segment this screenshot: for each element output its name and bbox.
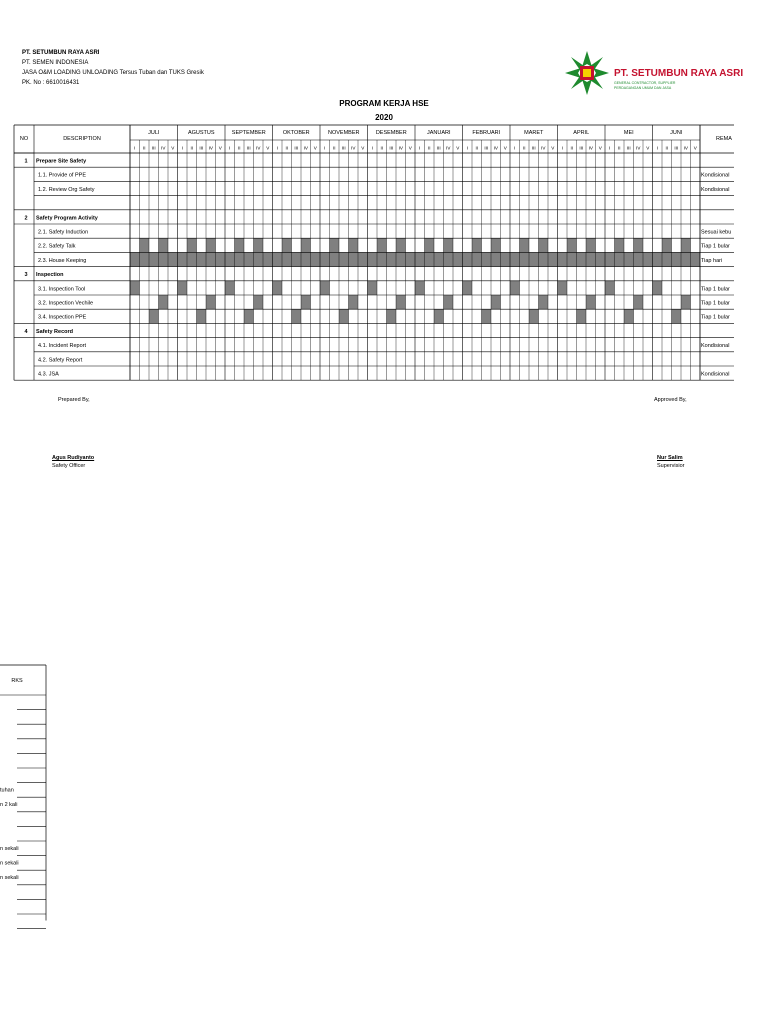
row-number: 3 bbox=[24, 272, 28, 279]
schedule-cell-filled bbox=[396, 252, 406, 266]
row-number: 1 bbox=[24, 158, 28, 165]
schedule-cell-filled bbox=[254, 238, 264, 252]
month-label: APRIL bbox=[573, 130, 590, 136]
schedule-cell-filled bbox=[349, 295, 359, 309]
schedule-cell-filled bbox=[586, 295, 596, 309]
schedule-cell-filled bbox=[615, 252, 625, 266]
schedule-cell-filled bbox=[368, 252, 378, 266]
schedule-cell-filled bbox=[273, 252, 283, 266]
row-remark: Kondisional bbox=[701, 186, 730, 193]
row-description: 2.2. Safety Talk bbox=[38, 243, 76, 250]
week-label: II bbox=[522, 145, 526, 151]
row-description: 2.1. Safety Induction bbox=[38, 229, 89, 236]
row-description: 4.1. Incident Report bbox=[38, 343, 87, 350]
document-year: 2020 bbox=[375, 113, 393, 122]
schedule-cell-filled bbox=[292, 309, 302, 323]
week-label: V bbox=[361, 145, 365, 151]
logo-name: PT. SETUMBUN RAYA ASRI bbox=[614, 68, 744, 79]
week-label: II bbox=[285, 145, 289, 151]
page2-remark-fragment: n sekali bbox=[0, 875, 19, 882]
schedule-cell-filled bbox=[491, 295, 501, 309]
schedule-cell-filled bbox=[282, 252, 292, 266]
schedule-cell-filled bbox=[254, 295, 264, 309]
week-label: V bbox=[693, 145, 697, 151]
schedule-cell-filled bbox=[662, 238, 672, 252]
page2-remark-fragment: tuhan bbox=[0, 787, 14, 794]
schedule-cell-filled bbox=[159, 238, 169, 252]
row-number: 2 bbox=[24, 215, 28, 222]
schedule-cell-filled bbox=[444, 295, 454, 309]
row-remark: Tiap hari bbox=[701, 257, 723, 264]
client-name: PT. SEMEN INDONESIA bbox=[22, 60, 89, 66]
schedule-cell-filled bbox=[539, 295, 549, 309]
section-title: Safety Record bbox=[36, 328, 73, 335]
schedule-table bbox=[0, 0, 768, 390]
week-label: V bbox=[456, 145, 460, 151]
week-label: I bbox=[276, 145, 278, 151]
schedule-cell-filled bbox=[358, 252, 368, 266]
week-label: II bbox=[570, 145, 574, 151]
company-name: PT. SETUMBUN RAYA ASRI bbox=[22, 50, 100, 56]
schedule-cell-filled bbox=[605, 252, 615, 266]
page2-remark-fragment: n sekali bbox=[0, 846, 19, 852]
schedule-cell-filled bbox=[558, 252, 568, 266]
schedule-cell-filled bbox=[377, 238, 387, 252]
page2-header: RKS bbox=[11, 678, 23, 684]
month-label: JANUARI bbox=[426, 130, 451, 136]
week-label: V bbox=[266, 145, 270, 151]
week-label: V bbox=[503, 145, 507, 151]
schedule-cell-filled bbox=[577, 309, 587, 323]
row-description: 3.1. Inspection Tool bbox=[38, 286, 86, 293]
schedule-cell-filled bbox=[520, 238, 530, 252]
week-label: II bbox=[427, 145, 431, 151]
schedule-cell-filled bbox=[425, 238, 435, 252]
row-remark: Kondisional bbox=[701, 172, 730, 179]
schedule-cell-filled bbox=[653, 252, 663, 266]
schedule-cell-filled bbox=[168, 252, 178, 266]
schedule-cell-filled bbox=[491, 252, 501, 266]
approved-by-label: Approved By, bbox=[654, 397, 687, 403]
schedule-cell-filled bbox=[662, 252, 672, 266]
prepared-by-role: Safety Officer bbox=[52, 463, 86, 469]
row-description: 1.2. Review Org Safety bbox=[38, 186, 95, 193]
week-label: IV bbox=[398, 145, 403, 151]
schedule-cell-filled bbox=[320, 252, 330, 266]
week-label: III bbox=[389, 145, 394, 151]
section-title: Safety Program Activity bbox=[36, 215, 98, 222]
prepared-by-block bbox=[52, 454, 94, 470]
row-description: 3.2. Inspection Vechile bbox=[38, 300, 94, 307]
schedule-cell-filled bbox=[406, 252, 416, 266]
week-label: III bbox=[151, 145, 156, 151]
week-label: IV bbox=[446, 145, 451, 151]
schedule-cell-filled bbox=[558, 281, 568, 295]
schedule-cell-filled bbox=[140, 252, 150, 266]
week-label: I bbox=[371, 145, 373, 151]
header-remarks: REMA bbox=[716, 136, 732, 142]
week-label: III bbox=[436, 145, 441, 151]
week-label: IV bbox=[636, 145, 641, 151]
schedule-cell-filled bbox=[510, 252, 520, 266]
week-label: III bbox=[579, 145, 584, 151]
week-label: III bbox=[674, 145, 679, 151]
week-label: V bbox=[646, 145, 650, 151]
schedule-cell-filled bbox=[387, 252, 397, 266]
week-label: I bbox=[561, 145, 563, 151]
schedule-cell-filled bbox=[596, 252, 606, 266]
week-label: IV bbox=[351, 145, 356, 151]
row-remark: Tiap 1 bular bbox=[701, 286, 730, 293]
schedule-cell-filled bbox=[577, 252, 587, 266]
week-label: V bbox=[551, 145, 555, 151]
schedule-cell-filled bbox=[482, 309, 492, 323]
week-label: I bbox=[324, 145, 326, 151]
prepared-by-name: Agus Rudiyanto bbox=[52, 455, 95, 461]
schedule-cell-filled bbox=[187, 252, 197, 266]
schedule-cell-filled bbox=[387, 309, 397, 323]
schedule-cell-filled bbox=[586, 252, 596, 266]
approved-by-block bbox=[657, 454, 685, 470]
schedule-cell-filled bbox=[520, 252, 530, 266]
schedule-cell-filled bbox=[244, 309, 254, 323]
schedule-cell-filled bbox=[434, 252, 444, 266]
schedule-cell-filled bbox=[529, 309, 539, 323]
schedule-cell-filled bbox=[463, 252, 473, 266]
page2-remark-fragment: n 2 kali bbox=[0, 802, 18, 809]
schedule-cell-filled bbox=[159, 295, 169, 309]
schedule-cell-filled bbox=[130, 281, 140, 295]
week-label: IV bbox=[256, 145, 261, 151]
logo-tagline-1: GENERAL CONTRACTOR, SUPPLIER bbox=[614, 81, 676, 85]
week-label: I bbox=[514, 145, 516, 151]
week-label: II bbox=[237, 145, 241, 151]
week-label: II bbox=[190, 145, 194, 151]
schedule-cell-filled bbox=[263, 252, 273, 266]
schedule-cell-filled bbox=[472, 238, 482, 252]
schedule-cell-filled bbox=[415, 252, 425, 266]
schedule-cell-filled bbox=[501, 252, 511, 266]
schedule-cell-filled bbox=[539, 252, 549, 266]
schedule-cell-filled bbox=[472, 252, 482, 266]
schedule-cell-filled bbox=[425, 252, 435, 266]
row-description: 4.2. Safety Report bbox=[38, 357, 83, 364]
schedule-cell-filled bbox=[178, 281, 188, 295]
schedule-cell-filled bbox=[415, 281, 425, 295]
schedule-cell-filled bbox=[681, 252, 691, 266]
schedule-cell-filled bbox=[444, 252, 454, 266]
schedule-cell-filled bbox=[643, 252, 653, 266]
week-label: III bbox=[294, 145, 299, 151]
month-label: JUNI bbox=[670, 130, 683, 136]
schedule-cell-filled bbox=[586, 238, 596, 252]
document-title: PROGRAM KERJA HSE bbox=[339, 99, 429, 108]
prepared-by-label: Prepared By, bbox=[58, 397, 90, 403]
schedule-cell-filled bbox=[130, 252, 140, 266]
schedule-cell-filled bbox=[225, 281, 235, 295]
week-label: V bbox=[218, 145, 222, 151]
schedule-cell-filled bbox=[396, 238, 406, 252]
schedule-cell-filled bbox=[149, 252, 159, 266]
row-remark: Kondisional bbox=[701, 343, 730, 350]
week-label: III bbox=[341, 145, 346, 151]
row-number: 4 bbox=[24, 328, 28, 335]
approved-by-name: Nur Salim bbox=[657, 455, 683, 461]
month-label: JULI bbox=[148, 130, 160, 136]
week-label: IV bbox=[493, 145, 498, 151]
schedule-cell-filled bbox=[339, 252, 349, 266]
week-label: V bbox=[313, 145, 317, 151]
schedule-cell-filled bbox=[548, 252, 558, 266]
week-label: II bbox=[380, 145, 384, 151]
schedule-cell-filled bbox=[681, 238, 691, 252]
schedule-cell-filled bbox=[330, 252, 340, 266]
schedule-cell-filled bbox=[368, 281, 378, 295]
week-label: III bbox=[246, 145, 251, 151]
row-remark: Kondisional bbox=[701, 371, 730, 378]
week-label: III bbox=[199, 145, 204, 151]
week-label: V bbox=[171, 145, 175, 151]
schedule-cell-filled bbox=[624, 252, 634, 266]
schedule-cell-filled bbox=[273, 281, 283, 295]
schedule-cell-filled bbox=[615, 238, 625, 252]
schedule-cell-filled bbox=[320, 281, 330, 295]
week-label: IV bbox=[303, 145, 308, 151]
schedule-cell-filled bbox=[330, 238, 340, 252]
week-label: I bbox=[419, 145, 421, 151]
schedule-cell-filled bbox=[206, 252, 216, 266]
job-description: JASA O&M LOADING UNLOADING Tersus Tuban dan TUKS Gresik bbox=[22, 70, 204, 76]
week-label: I bbox=[656, 145, 658, 151]
week-label: V bbox=[408, 145, 412, 151]
approved-by-role: Supervisior bbox=[657, 463, 685, 469]
schedule-cell-filled bbox=[539, 238, 549, 252]
month-label: FEBRUARI bbox=[472, 130, 501, 136]
schedule-cell-filled bbox=[567, 238, 577, 252]
schedule-cell-filled bbox=[235, 238, 245, 252]
schedule-cell-filled bbox=[206, 238, 216, 252]
schedule-cell-filled bbox=[301, 295, 311, 309]
schedule-cell-filled bbox=[653, 281, 663, 295]
schedule-cell-filled bbox=[225, 252, 235, 266]
schedule-cell-filled bbox=[178, 252, 188, 266]
schedule-cell-filled bbox=[235, 252, 245, 266]
schedule-cell-filled bbox=[567, 252, 577, 266]
header-no: NO bbox=[19, 136, 29, 142]
row-remark: Tiap 1 bular bbox=[701, 314, 730, 321]
schedule-cell-filled bbox=[681, 295, 691, 309]
schedule-cell-filled bbox=[624, 309, 634, 323]
section-title: Prepare Site Safety bbox=[36, 158, 87, 165]
schedule-cell-filled bbox=[434, 309, 444, 323]
month-label: NOVEMBER bbox=[328, 130, 360, 136]
row-description: 2.3. House Keeping bbox=[38, 257, 87, 264]
schedule-cell-filled bbox=[444, 238, 454, 252]
month-label: DESEMBER bbox=[375, 130, 407, 136]
row-remark: Tiap 1 bular bbox=[701, 243, 730, 250]
schedule-cell-filled bbox=[339, 309, 349, 323]
schedule-cell-filled bbox=[396, 295, 406, 309]
schedule-cell-filled bbox=[453, 252, 463, 266]
week-label: IV bbox=[683, 145, 688, 151]
schedule-cell-filled bbox=[149, 309, 159, 323]
row-remark: Tiap 1 bular bbox=[701, 300, 730, 307]
header-description: DESCRIPTION bbox=[63, 136, 101, 142]
week-label: IV bbox=[208, 145, 213, 151]
schedule-cell-filled bbox=[691, 252, 701, 266]
schedule-cell-filled bbox=[311, 252, 321, 266]
month-label: SEPTEMBER bbox=[231, 130, 266, 136]
schedule-cell-filled bbox=[187, 238, 197, 252]
schedule-cell-filled bbox=[510, 281, 520, 295]
week-label: I bbox=[609, 145, 611, 151]
schedule-cell-filled bbox=[301, 252, 311, 266]
week-label: IV bbox=[588, 145, 593, 151]
logo-tagline-2: PERDAGANGAN UMUM DAN JASA bbox=[614, 86, 672, 90]
schedule-cell-filled bbox=[254, 252, 264, 266]
week-label: III bbox=[626, 145, 631, 151]
schedule-cell-filled bbox=[529, 252, 539, 266]
schedule-cell-filled bbox=[292, 252, 302, 266]
row-description: 1.1. Provide of PPE bbox=[38, 172, 86, 179]
schedule-cell-filled bbox=[672, 309, 682, 323]
month-label: AGUSTUS bbox=[187, 130, 215, 136]
schedule-cell-filled bbox=[159, 252, 169, 266]
week-label: I bbox=[229, 145, 231, 151]
schedule-cell-filled bbox=[216, 252, 226, 266]
schedule-cell-filled bbox=[140, 238, 150, 252]
week-label: I bbox=[181, 145, 183, 151]
week-label: I bbox=[466, 145, 468, 151]
row-description: 4.3. JSA bbox=[38, 371, 59, 378]
month-label: MEI bbox=[623, 130, 634, 136]
week-label: III bbox=[531, 145, 536, 151]
week-label: II bbox=[665, 145, 669, 151]
schedule-cell-filled bbox=[349, 238, 359, 252]
week-label: II bbox=[142, 145, 146, 151]
week-label: IV bbox=[161, 145, 166, 151]
week-label: II bbox=[475, 145, 479, 151]
schedule-cell-filled bbox=[349, 252, 359, 266]
schedule-cell-filled bbox=[491, 238, 501, 252]
schedule-cell-filled bbox=[197, 309, 207, 323]
schedule-cell-filled bbox=[301, 238, 311, 252]
section-title: Inspection bbox=[36, 272, 64, 279]
week-label: I bbox=[134, 145, 136, 151]
row-remark: Sesuai kebu bbox=[701, 229, 732, 236]
row-description: 3.4. Inspection PPE bbox=[38, 314, 87, 321]
schedule-cell-filled bbox=[605, 281, 615, 295]
schedule-cell-filled bbox=[482, 252, 492, 266]
week-label: III bbox=[484, 145, 489, 151]
week-label: II bbox=[617, 145, 621, 151]
page2-remark-fragment: n sekali bbox=[0, 860, 19, 867]
week-label: II bbox=[332, 145, 336, 151]
schedule-cell-filled bbox=[634, 252, 644, 266]
week-label: IV bbox=[541, 145, 546, 151]
schedule-cell-filled bbox=[244, 252, 254, 266]
schedule-cell-filled bbox=[634, 295, 644, 309]
schedule-cell-filled bbox=[634, 238, 644, 252]
schedule-cell-filled bbox=[463, 281, 473, 295]
pk-number: PK. No : 6610016431 bbox=[22, 80, 80, 86]
schedule-cell-filled bbox=[672, 252, 682, 266]
month-label: MARET bbox=[524, 130, 544, 136]
schedule-cell-filled bbox=[197, 252, 207, 266]
schedule-cell-filled bbox=[206, 295, 216, 309]
month-label: OKTOBER bbox=[282, 130, 310, 136]
schedule-cell-filled bbox=[282, 238, 292, 252]
week-label: V bbox=[598, 145, 602, 151]
schedule-cell-filled bbox=[377, 252, 387, 266]
